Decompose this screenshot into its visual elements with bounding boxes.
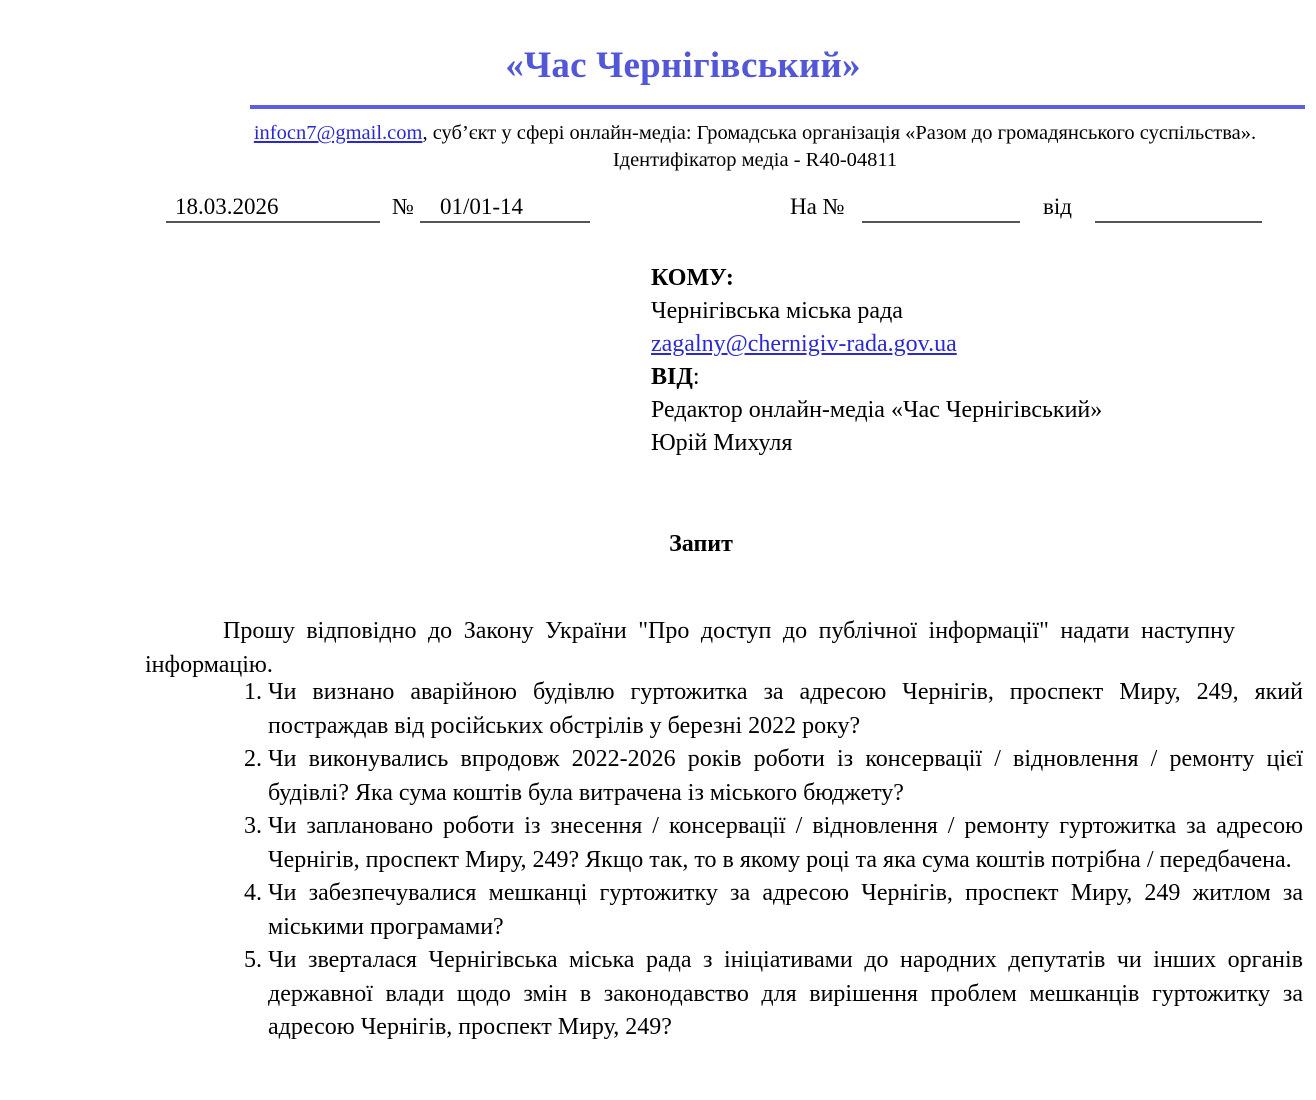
list-item: 2. Чи виконувались впродовж 2022-2026 років роботи із консервації / відновлення / ремонту цієї будівлі? Яка сума коштів була витрачена із міського бюджету? <box>268 743 1303 810</box>
masthead-title: «Час Чернігівський» <box>505 45 861 86</box>
list-item: 4. Чи забезпечувалися мешканці гуртожитку за адресою Чернігів, проспект Миру, 249 житлом за міськими програмами? <box>268 877 1303 944</box>
document-heading: Запит <box>669 531 733 557</box>
incoming-number-label: На № <box>790 194 845 219</box>
sender-label: ВІД <box>651 364 693 390</box>
addressee-to-name: Чернігівська міська рада <box>651 298 903 324</box>
letterhead-subtitle-text: , суб’єкт у сфері онлайн-медіа: Громадська організація «Разом до громадянського суспільства». Ідентифікатор медіа - R40-04811 <box>422 122 1257 171</box>
addressee-to-label: КОМУ: <box>651 265 734 291</box>
questions-list <box>205 676 1303 1045</box>
addressee-block <box>651 262 1251 460</box>
sender-person: Юрій Михуля <box>651 430 793 456</box>
intro-paragraph: Прошу відповідно до Закону України "Про доступ до публічної інформації" надати наступну інформацію. <box>145 618 1235 678</box>
document-number-label: № <box>392 194 414 219</box>
publisher-email-link[interactable]: infocn7@gmail.com <box>253 122 423 144</box>
incoming-date-label: від <box>1043 194 1072 219</box>
document-date: 18.03.2026 <box>175 194 279 219</box>
document-number-value: 01/01-14 <box>440 194 524 219</box>
addressee-email-link[interactable]: zagalny@chernigiv-rada.gov.ua <box>651 331 957 357</box>
list-item: 1. Чи визнано аварійною будівлю гуртожитка за адресою Чернігів, проспект Миру, 249, який постраждав від російських обстрілів у березні 2022 року? <box>268 676 1303 743</box>
incoming-number-rule <box>862 221 1020 223</box>
sender-label-colon: : <box>692 364 700 390</box>
letterhead <box>0 44 1316 171</box>
document-number-rule <box>420 221 590 223</box>
letterhead-subtitle <box>250 120 1260 174</box>
incoming-date-rule <box>1095 221 1262 223</box>
list-item: 3. Чи заплановано роботи із знесення / консервації / відновлення / ремонту гуртожитка за адресою Чернігів, проспект Миру, 249? Якщо так, то в якому році та яка сума коштів потрібна / передбачена. <box>268 810 1303 877</box>
sender-role: Редактор онлайн-медіа «Час Чернігівський» <box>651 397 1103 423</box>
list-item: 5. Чи зверталася Чернігівська міська рада з ініціативами до народних депутатів чи інших органів державної влади щодо змін в законодавство для вирішення проблем мешканців гуртожитку за адресою Чернігів, проспект Миру, 249? <box>268 944 1303 1045</box>
document-date-rule <box>166 221 380 223</box>
reference-line <box>0 192 1316 226</box>
letterhead-divider <box>250 105 1305 109</box>
